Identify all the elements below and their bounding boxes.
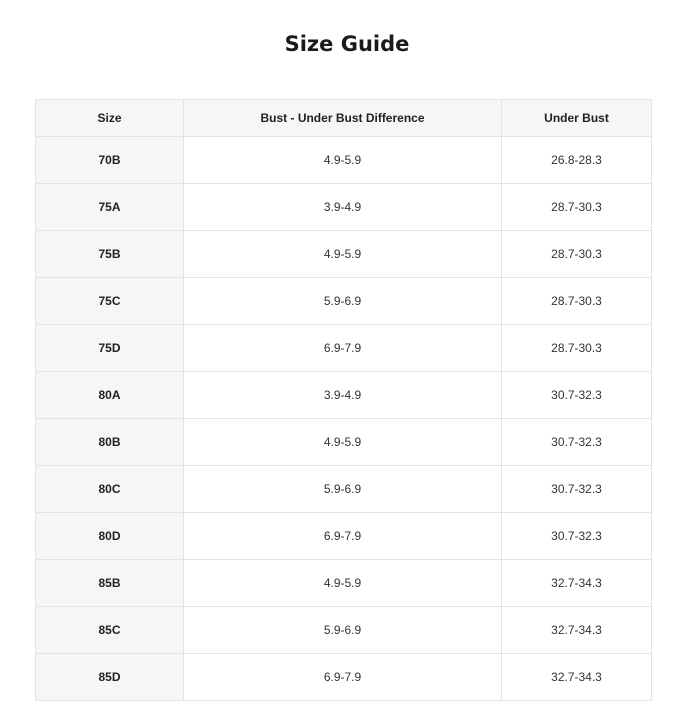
difference-cell: 4.9-5.9 xyxy=(184,231,502,278)
under-bust-cell: 32.7-34.3 xyxy=(502,654,652,701)
table-header xyxy=(36,100,652,137)
page-title: Size Guide xyxy=(284,32,410,56)
size-cell: 80C xyxy=(36,466,184,513)
difference-cell: 6.9-7.9 xyxy=(184,654,502,701)
table-row xyxy=(36,184,652,231)
difference-cell: 4.9-5.9 xyxy=(184,419,502,466)
table-row xyxy=(36,372,652,419)
header-row xyxy=(36,100,652,137)
difference-cell: 6.9-7.9 xyxy=(184,325,502,372)
under-bust-cell: 28.7-30.3 xyxy=(502,325,652,372)
difference-cell: 5.9-6.9 xyxy=(184,466,502,513)
table-row xyxy=(36,560,652,607)
difference-cell: 4.9-5.9 xyxy=(184,560,502,607)
size-cell: 70B xyxy=(36,137,184,184)
difference-cell: 5.9-6.9 xyxy=(184,607,502,654)
table-row xyxy=(36,654,652,701)
table-row xyxy=(36,231,652,278)
difference-cell: 6.9-7.9 xyxy=(184,513,502,560)
under-bust-cell: 30.7-32.3 xyxy=(502,513,652,560)
table-row xyxy=(36,607,652,654)
table-row xyxy=(36,137,652,184)
table-row xyxy=(36,325,652,372)
difference-cell: 3.9-4.9 xyxy=(184,184,502,231)
under-bust-cell: 30.7-32.3 xyxy=(502,419,652,466)
under-bust-cell: 30.7-32.3 xyxy=(502,466,652,513)
size-cell: 75D xyxy=(36,325,184,372)
under-bust-cell: 26.8-28.3 xyxy=(502,137,652,184)
header-size: Size xyxy=(36,100,184,137)
size-cell: 75C xyxy=(36,278,184,325)
under-bust-cell: 28.7-30.3 xyxy=(502,278,652,325)
table-body xyxy=(36,137,652,701)
size-cell: 85D xyxy=(36,654,184,701)
size-cell: 75A xyxy=(36,184,184,231)
size-cell: 85B xyxy=(36,560,184,607)
table-row xyxy=(36,419,652,466)
under-bust-cell: 32.7-34.3 xyxy=(502,607,652,654)
header-under-bust: Under Bust xyxy=(502,100,652,137)
under-bust-cell: 28.7-30.3 xyxy=(502,184,652,231)
under-bust-cell: 28.7-30.3 xyxy=(502,231,652,278)
size-cell: 80A xyxy=(36,372,184,419)
under-bust-cell: 32.7-34.3 xyxy=(502,560,652,607)
difference-cell: 3.9-4.9 xyxy=(184,372,502,419)
size-guide-table xyxy=(35,99,652,701)
difference-cell: 5.9-6.9 xyxy=(184,278,502,325)
difference-cell: 4.9-5.9 xyxy=(184,137,502,184)
table-row xyxy=(36,466,652,513)
table-row xyxy=(36,513,652,560)
size-cell: 80D xyxy=(36,513,184,560)
size-cell: 75B xyxy=(36,231,184,278)
size-cell: 80B xyxy=(36,419,184,466)
under-bust-cell: 30.7-32.3 xyxy=(502,372,652,419)
header-difference: Bust - Under Bust Difference xyxy=(184,100,502,137)
size-cell: 85C xyxy=(36,607,184,654)
table-row xyxy=(36,278,652,325)
